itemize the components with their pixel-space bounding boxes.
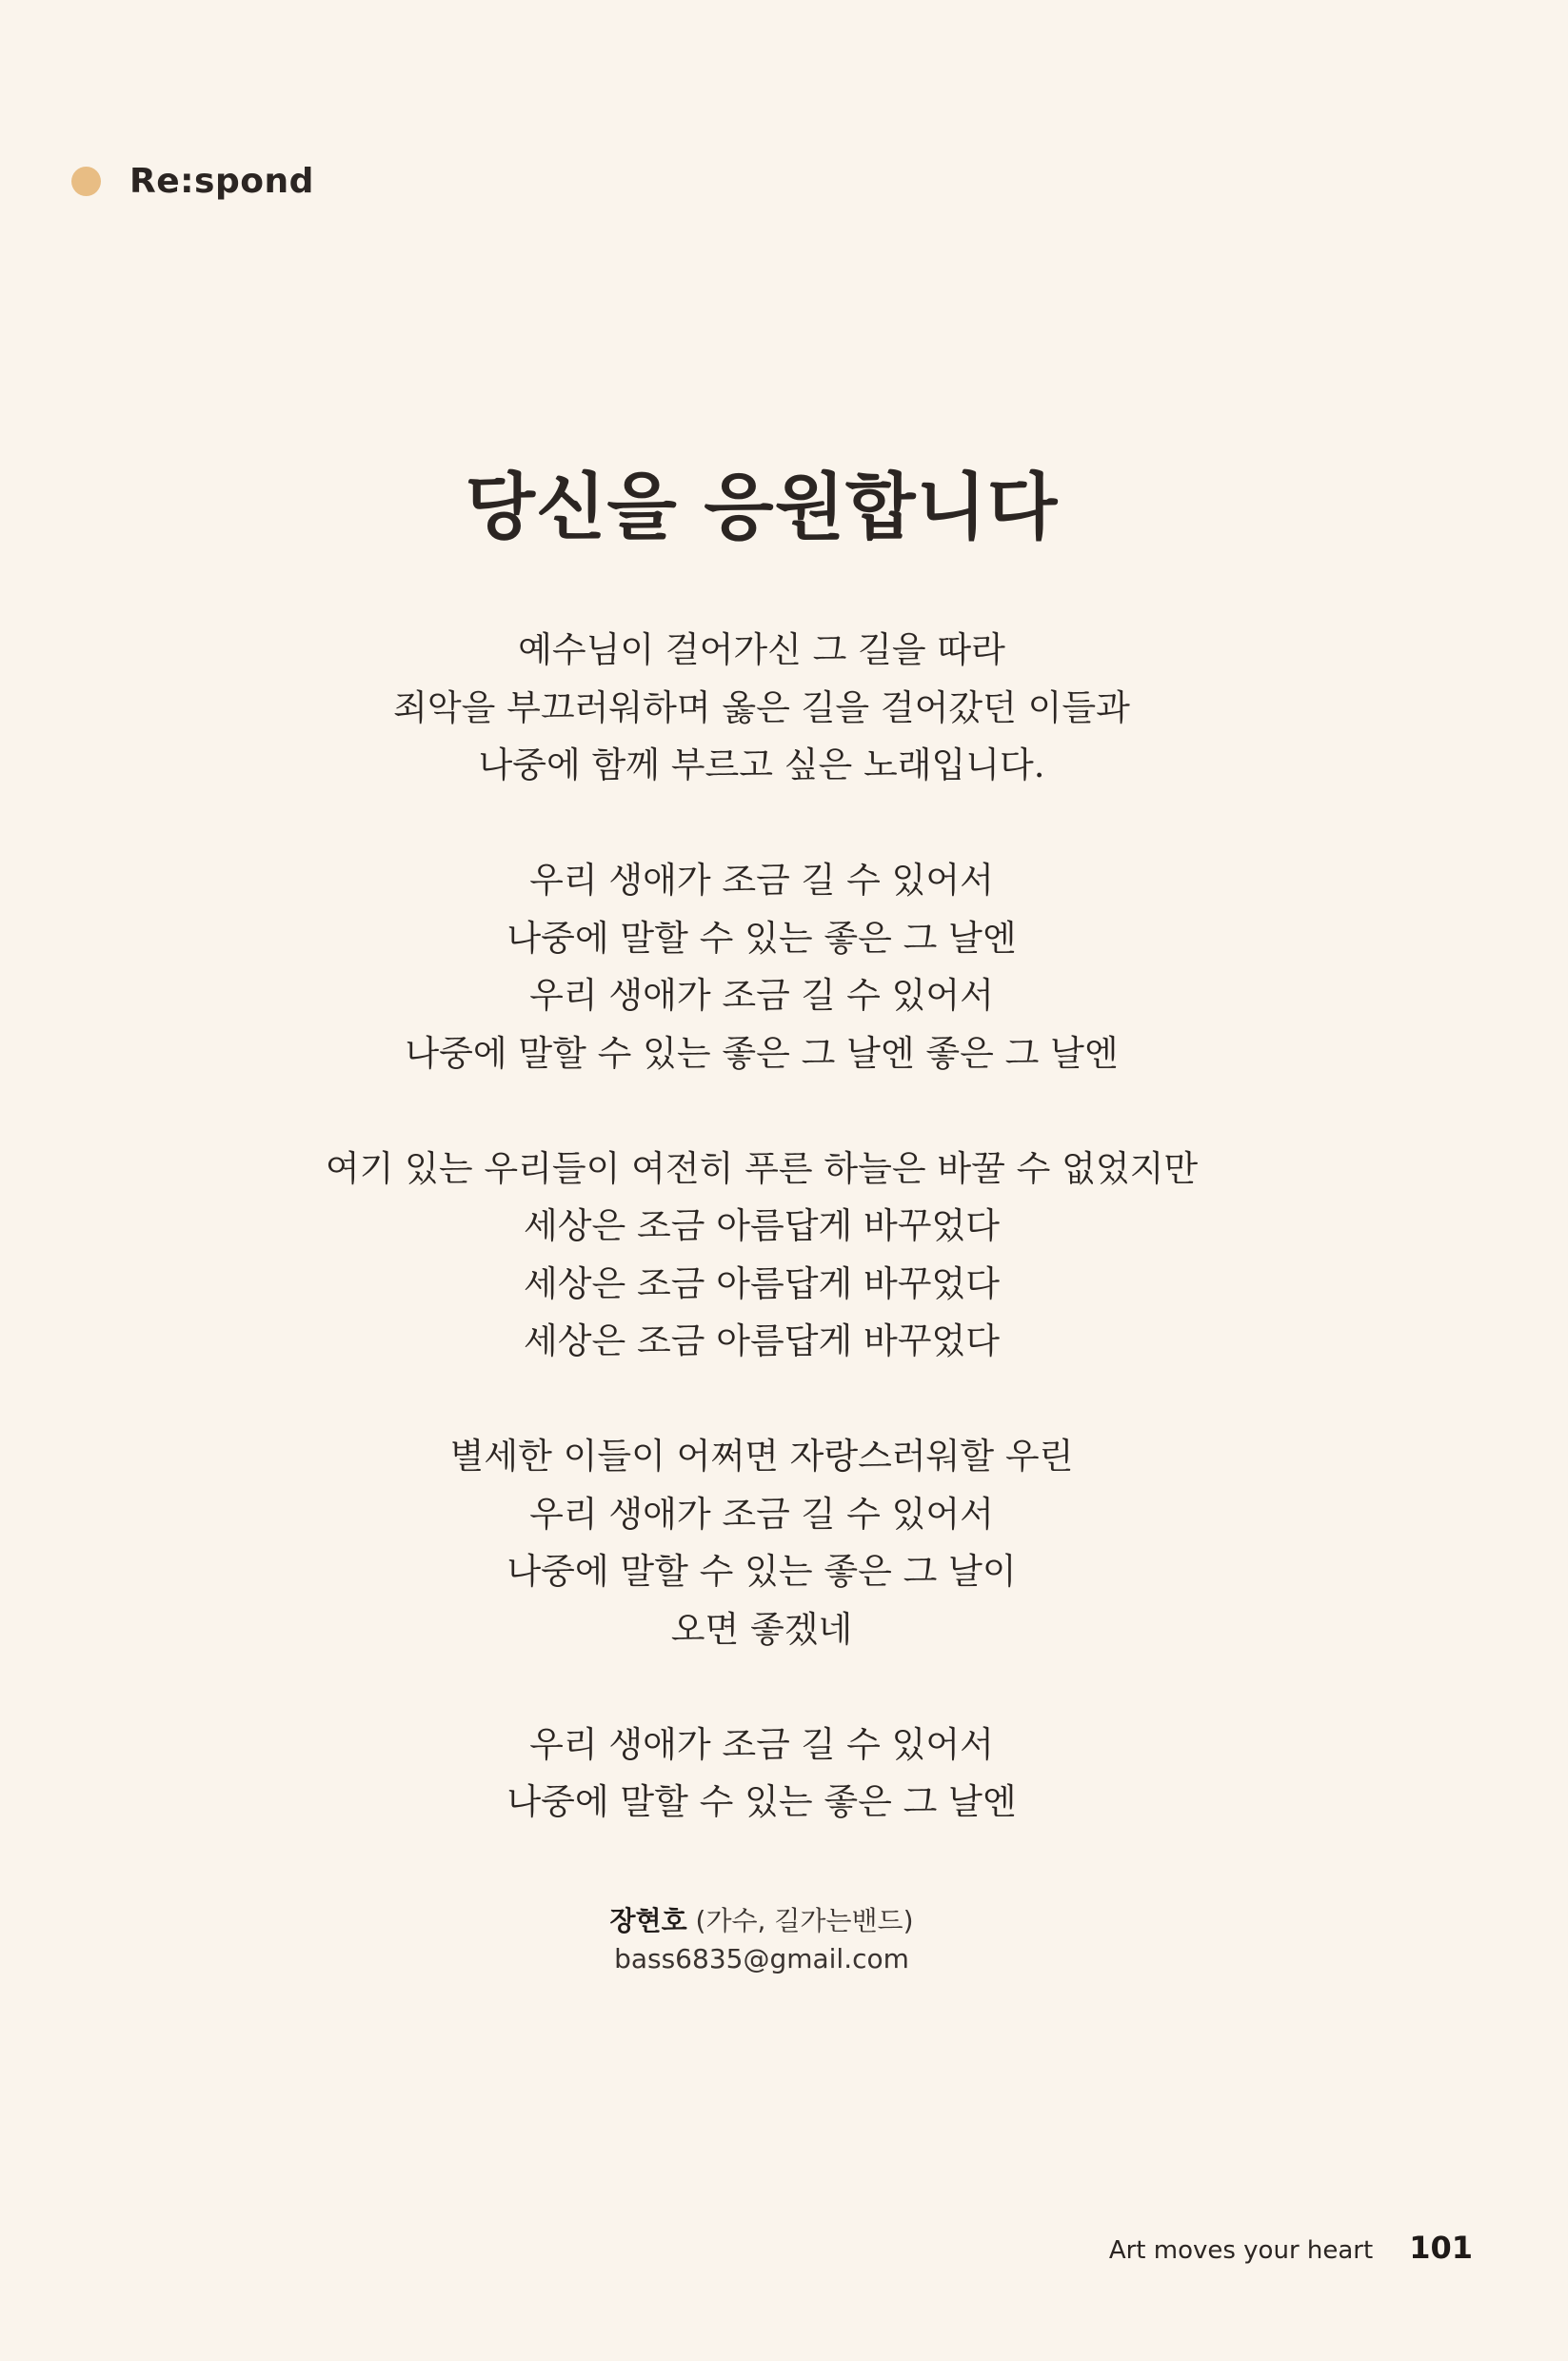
author-name: 장현호	[609, 1905, 687, 1936]
lyrics-body	[0, 622, 1523, 1832]
stanza-gap	[0, 1082, 1523, 1141]
section-dot-icon	[71, 167, 101, 196]
lyric-line: 우리 생애가 조금 길 수 있어서	[529, 1723, 994, 1765]
lyric-line: 나중에 말할 수 있는 좋은 그 날엔	[506, 917, 1017, 959]
lyric-line: 우리 생애가 조금 길 수 있어서	[529, 860, 994, 901]
lyric-line: 우리 생애가 조금 길 수 있어서	[529, 975, 994, 1016]
lyric-line: 세상은 조금 아름답게 바꾸었다	[524, 1205, 1000, 1246]
lyric-line: 여기 있는 우리들이 여전히 푸른 하늘은 바꿀 수 없었지만	[325, 1147, 1199, 1189]
lyric-line: 나중에 말할 수 있는 좋은 그 날엔 좋은 그 날엔	[405, 1032, 1119, 1074]
page-number: 101	[1409, 2230, 1473, 2266]
lyric-line: 오면 좋겠네	[670, 1608, 853, 1650]
lyric-line: 별세한 이들이 어쩌면 자랑스러워할 우린	[449, 1436, 1074, 1477]
lyric-line: 나중에 말할 수 있는 좋은 그 날엔	[506, 1781, 1017, 1822]
author-credit	[0, 1902, 1523, 1978]
author-email: bass6835@gmail.com	[614, 1943, 909, 1974]
footer-tagline: Art moves your heart	[1108, 2236, 1374, 2265]
section-tag	[71, 162, 314, 201]
lyric-line: 세상은 조금 아름답게 바꾸었다	[524, 1262, 1000, 1304]
stanza-gap	[0, 1371, 1523, 1429]
stanza-gap	[0, 1658, 1523, 1716]
lyric-line: 죄악을 부끄러워하며 옳은 길을 걸어갔던 이들과	[393, 686, 1130, 728]
stanza-gap	[0, 795, 1523, 853]
lyric-line: 예수님이 걸어가신 그 길을 따라	[518, 629, 1005, 670]
lyric-line: 나중에 말할 수 있는 좋은 그 날이	[506, 1551, 1017, 1592]
author-line	[0, 1902, 1523, 1940]
section-label: Re:spond	[129, 162, 314, 201]
lyric-line: 나중에 함께 부르고 싶은 노래입니다.	[478, 744, 1045, 785]
lyric-line: 우리 생애가 조금 길 수 있어서	[529, 1493, 994, 1535]
poem-title: 당신을 응원합니다	[465, 465, 1059, 549]
author-role: (가수, 길가는밴드)	[695, 1905, 914, 1936]
page-footer	[1109, 2230, 1473, 2266]
lyric-line: 세상은 조금 아름답게 바꾸었다	[524, 1320, 1000, 1361]
